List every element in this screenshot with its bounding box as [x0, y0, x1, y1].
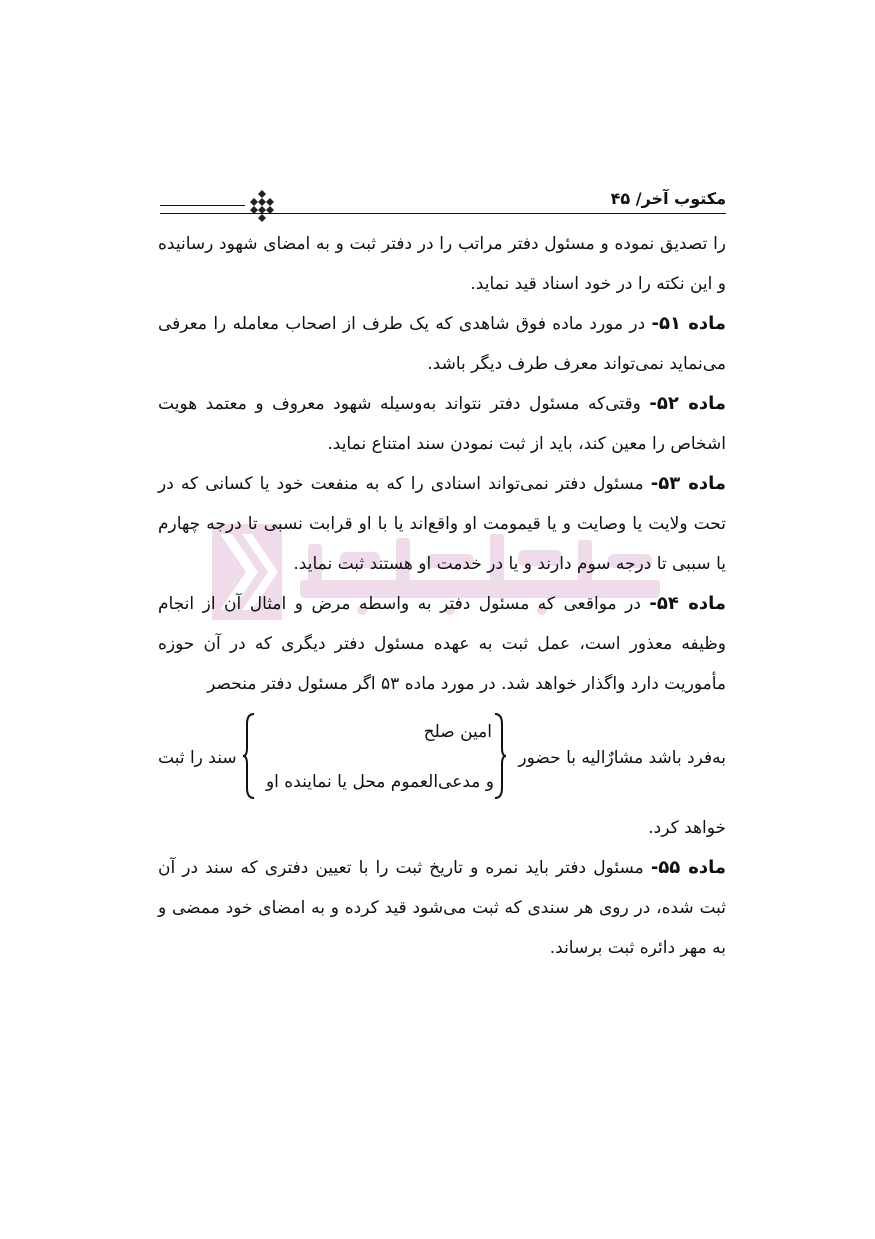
running-title: مکتوب آخر/ ۴۵: [610, 189, 726, 208]
diamond-ornament-icon: [247, 189, 277, 223]
article-52-text: وقتی‌که مسئول دفتر نتواند به‌وسیله شهود معروف و معتمد هویت اشخاص را معین کند، باید از ثبت نمودن سند امتناع نماید.: [158, 394, 726, 454]
article-52-label: ماده ۵۲-: [649, 393, 726, 414]
article-55-text: مسئول دفتر باید نمره و تاریخ ثبت را با تعیین دفتری که سند در آن ثبت شده، در روی هر سندی که ثبت می‌شود قید کرده و به امضای خود ممضی و به مهر دائره ثبت برساند.: [158, 858, 726, 958]
article-51-text: در مورد ماده فوق شاهدی که یک طرف از اصحاب معامله را معرفی می‌نماید نمی‌تواند معرف طرف دیگر باشد.: [158, 314, 726, 374]
article-54-text: در مواقعی که مسئول دفتر به واسطه مرض و امثال آن از انجام وظیفه معذور است، عمل ثبت به عهده مسئول دفتر دیگری که در آن حوزه مأموریت دارد واگذار خواهد شد. در مورد ماده ۵۳ اگر مسئول دفتر منحصر: [158, 594, 726, 694]
brace-lead-text: به‌فرد باشد مشارٌالیه با حضور: [518, 748, 726, 768]
article-53-label: ماده ۵۳-: [650, 473, 726, 494]
brace-option-1: امین صلح: [423, 722, 492, 742]
article-52: [158, 384, 726, 464]
header-left-line: [160, 205, 245, 206]
page-header: [160, 186, 726, 216]
brace-option-2: و مدعی‌العموم محل یا نماینده او: [265, 772, 494, 792]
article-54: [158, 584, 726, 704]
brace-trail-text: سند را ثبت: [158, 748, 237, 768]
article-55-label: ماده ۵۵-: [650, 857, 726, 878]
right-brace-icon: [493, 712, 507, 800]
article-54-end: خواهد کرد.: [648, 818, 726, 838]
header-rule: [160, 213, 726, 214]
article-54-label: ماده ۵۴-: [649, 593, 726, 614]
article-55: [158, 848, 726, 968]
article-53-text: مسئول دفتر نمی‌تواند اسنادی را که به منفعت خود یا کسانی که در تحت ولایت یا وصایت و یا قیمومت او واقع‌اند یا با او قرابت نسبی تا درجه چهارم یا سببی تا درجه سوم دارند و یا در خدمت او هستند ثبت نماید.: [158, 474, 726, 574]
brace-clause: [158, 710, 726, 804]
article-53: [158, 464, 726, 584]
page-body: [158, 224, 726, 968]
left-brace-icon: [242, 712, 256, 800]
article-51: [158, 304, 726, 384]
article-51-label: ماده ۵۱-: [651, 313, 726, 334]
paragraph-intro: را تصدیق نموده و مسئول دفتر مراتب را در دفتر ثبت و به امضای شهود رسانیده و این نکته را در خود اسناد قید نماید.: [158, 234, 726, 294]
